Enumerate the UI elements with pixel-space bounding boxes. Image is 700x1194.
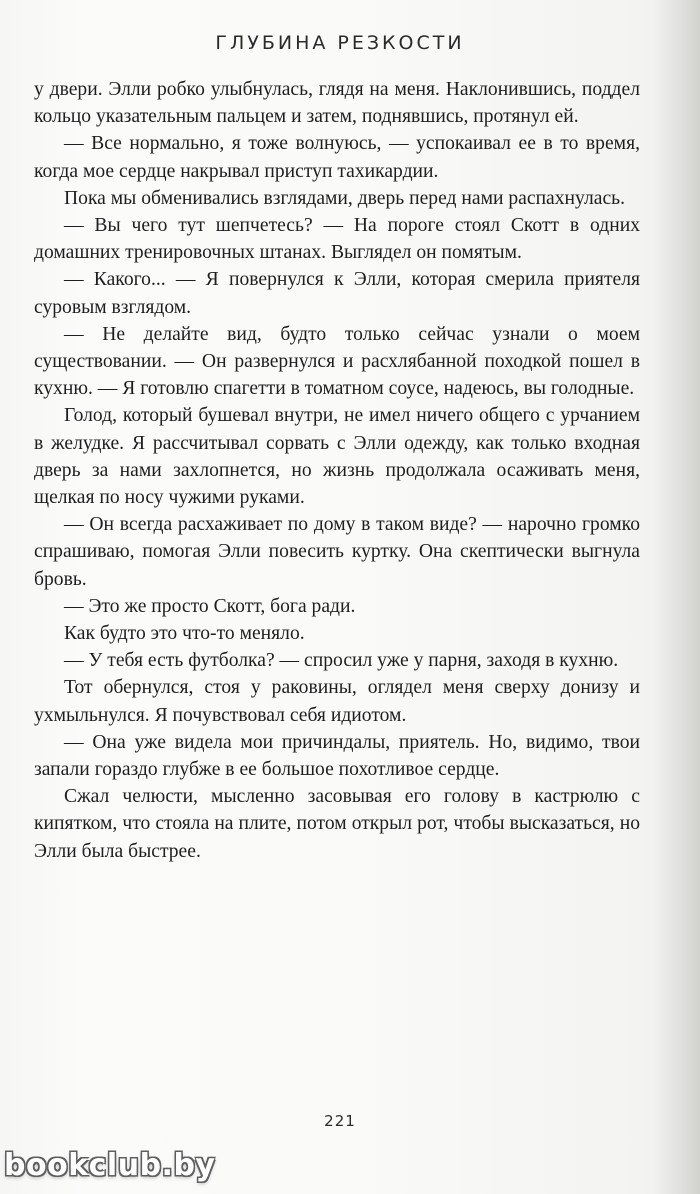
body-text	[34, 76, 640, 865]
spine-shadow	[654, 0, 700, 1194]
paragraph: — Она уже видела мои причиндалы, приятель. Но, видимо, твои запали гораздо глубже в ее большое похотливое сердце.	[34, 731, 640, 781]
paragraph: Пока мы обменивались взглядами, дверь перед нами распахнулась.	[64, 187, 625, 209]
paragraph: — Все нормально, я тоже волнуюсь, — успокаивал ее в то время, когда мое сердце накрывал приступ тахикардии.	[34, 133, 640, 182]
paragraph: Голод, который бушевал внутри, не имел ничего общего с урчанием в желудке. Я рассчитывал сорвать с Элли одежду, как только входная дверь за нами захлопнется, но жизнь продолжала осаживать меня, щелкая по носу чужими руками.	[34, 405, 640, 509]
watermark-logo: bookclub.by	[4, 1148, 216, 1183]
paragraph: — Не делайте вид, будто только сейчас узнали о моем существовании. — Он развернулся и расхлябанной походкой пошел в кухню. — Я готовлю спагетти в томатном соусе, надеюсь, вы голодные.	[34, 323, 640, 400]
running-head-title: ГЛУБИНА РЕЗКОСТИ	[215, 32, 465, 54]
paragraph: — У тебя есть футболка? — спросил уже у парня, заходя в кухню.	[64, 650, 619, 672]
paragraph: Как будто это что-то меняло.	[64, 623, 305, 645]
page-number: 221	[324, 1112, 356, 1130]
paragraph: у двери. Элли робко улыбнулась, глядя на меня. Наклонившись, поддел кольцо указательным пальцем и затем, поднявшись, протянул ей.	[34, 79, 640, 128]
paragraph: — Вы чего тут шепчетесь? — На пороге стоял Скотт в одних домашних тренировочных штанах. Выглядел он помятым.	[34, 215, 640, 264]
paragraph: — Какого... — Я повернулся к Элли, которая смерила приятеля суровым взглядом.	[34, 269, 640, 318]
paragraph: — Он всегда расхаживает по дому в таком виде? — нарочно громко спрашиваю, помогая Элли повесить куртку. Она скептически выгнула бровь.	[34, 514, 640, 590]
paragraph: Сжал челюсти, мысленно засовывая его голову в кастрюлю с кипятком, что стояла на плите, потом открыл рот, чтобы высказаться, но Элли была быстрее.	[34, 786, 640, 862]
paragraph: Тот обернулся, стоя у раковины, оглядел меня сверху донизу и ухмыльнулся. Я почувствовал себя идиотом.	[34, 677, 640, 726]
paragraph: — Это же просто Скотт, бога ради.	[64, 595, 356, 617]
